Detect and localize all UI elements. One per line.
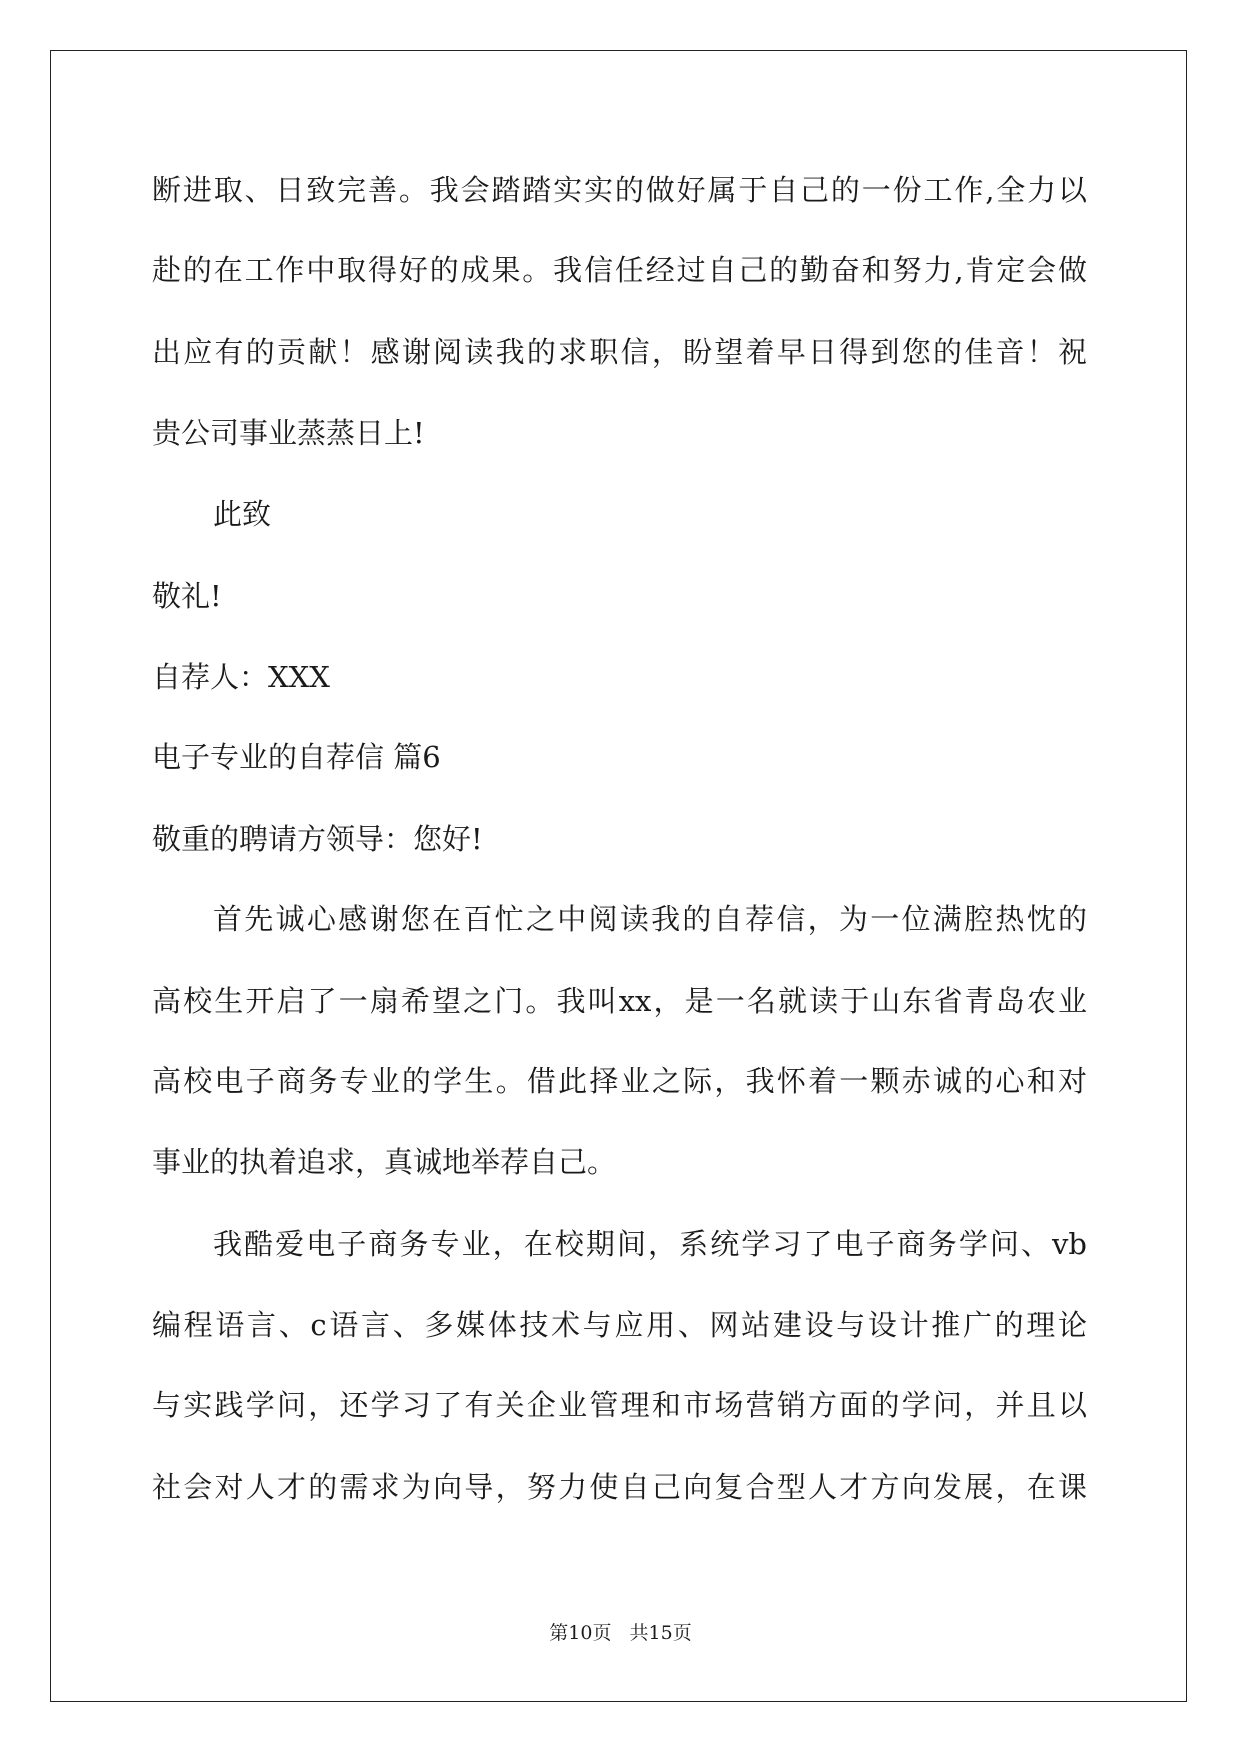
body-line-11: 与实践学问，还学习了有关企业管理和市场营销方面的学问，并且以	[152, 1388, 1087, 1422]
page-border	[50, 50, 1187, 1702]
body-line-4: 贵公司事业蒸蒸日上!	[152, 416, 425, 450]
body-line-9: 我酷爱电子商务专业，在校期间，系统学习了电子商务学问、vb	[213, 1227, 1087, 1261]
page-number: 第10页	[549, 1622, 612, 1644]
body-line-8: 事业的执着追求，真诚地举荐自己。	[152, 1145, 617, 1179]
greeting-line: 敬重的聘请方领导：您好!	[152, 822, 483, 856]
closing-salutation: 此致	[213, 497, 272, 531]
body-line-6: 高校生开启了一扇希望之门。我叫xx，是一名就读于山东省青岛农业	[152, 984, 1087, 1018]
page-footer	[0, 1624, 1241, 1643]
body-line-12: 社会对人才的需求为向导，努力使自己向复合型人才方向发展，在课	[152, 1470, 1087, 1504]
closing-regards: 敬礼!	[152, 579, 222, 613]
body-line-5: 首先诚心感谢您在百忙之中阅读我的自荐信，为一位满腔热忱的	[213, 902, 1087, 936]
body-line-3: 出应有的贡献！感谢阅读我的求职信，盼望着早日得到您的佳音！祝	[152, 335, 1087, 369]
page-total: 共15页	[629, 1622, 692, 1644]
body-line-7: 高校电子商务专业的学生。借此择业之际，我怀着一颗赤诚的心和对	[152, 1064, 1087, 1098]
body-line-2: 赴的在工作中取得好的成果。我信任经过自己的勤奋和努力,肯定会做	[152, 253, 1087, 287]
section-title: 电子专业的自荐信 篇6	[152, 740, 441, 774]
signature-line: 自荐人：XXX	[152, 660, 330, 694]
body-line-1: 断进取、日致完善。我会踏踏实实的做好属于自己的一份工作,全力以	[152, 173, 1087, 207]
body-line-10: 编程语言、c语言、多媒体技术与应用、网站建设与设计推广的理论	[152, 1308, 1087, 1342]
